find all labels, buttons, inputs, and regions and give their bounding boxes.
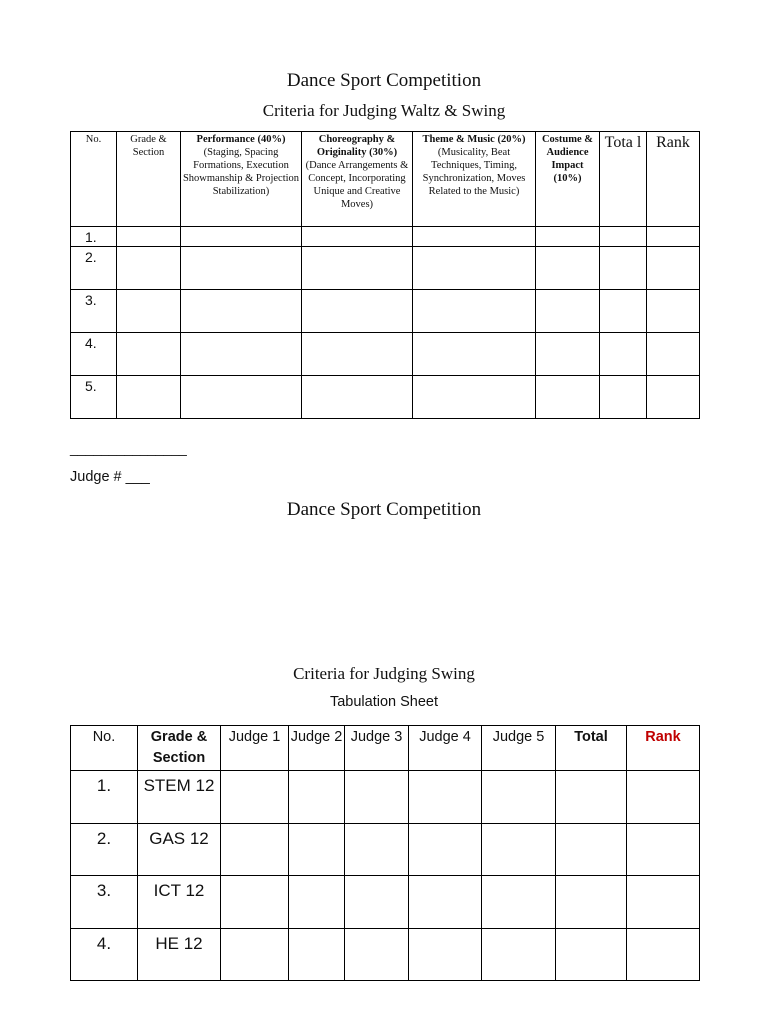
row-number: 3. [71, 876, 138, 929]
header-no: No. [71, 132, 117, 227]
score-cell[interactable] [409, 771, 482, 824]
criteria-subtitle-2: Criteria for Judging Swing [293, 664, 475, 683]
table-row [71, 333, 700, 376]
row-number: 4. [71, 333, 117, 376]
cell[interactable] [647, 376, 700, 419]
cell[interactable] [302, 333, 413, 376]
cell[interactable] [600, 290, 647, 333]
score-cell[interactable] [482, 824, 556, 876]
header-judge-2: Judge 2 [289, 726, 345, 771]
score-cell[interactable] [221, 876, 289, 929]
header-choreography [302, 132, 413, 227]
cell[interactable] [413, 376, 536, 419]
signature-line: _______________ [70, 440, 187, 456]
table-row [71, 929, 700, 981]
performance-desc: (Staging, Spacing Formations, Execution Showmanship & Projection Stabilization) [182, 147, 300, 197]
header-judge-3: Judge 3 [345, 726, 409, 771]
score-cell[interactable] [289, 929, 345, 981]
table-row [71, 247, 700, 290]
cell[interactable] [600, 376, 647, 419]
tabulation-header-row [71, 726, 700, 771]
cell[interactable] [536, 227, 600, 247]
choreography-title: Choreography & Originality (30%) [316, 134, 398, 158]
criteria-table [70, 131, 700, 419]
cell[interactable] [647, 227, 700, 247]
score-cell[interactable] [345, 824, 409, 876]
criteria-header-row [71, 132, 700, 227]
score-cell[interactable] [289, 876, 345, 929]
header-costume [536, 132, 600, 227]
total-cell[interactable] [556, 929, 627, 981]
cell[interactable] [181, 290, 302, 333]
cell[interactable] [647, 290, 700, 333]
cell[interactable] [536, 333, 600, 376]
header-grade-section: Grade & Section [117, 132, 181, 227]
header-rank: Rank [647, 132, 700, 227]
cell[interactable] [181, 376, 302, 419]
row-number: 2. [71, 247, 117, 290]
page-title-1: Dance Sport Competition [286, 70, 482, 91]
row-section: ICT 12 [138, 876, 221, 929]
score-cell[interactable] [289, 824, 345, 876]
row-number: 5. [71, 376, 117, 419]
criteria-subtitle-1: Criteria for Judging Waltz & Swing [262, 101, 506, 120]
row-number: 1. [71, 227, 117, 247]
score-cell[interactable] [409, 876, 482, 929]
score-cell[interactable] [221, 824, 289, 876]
score-cell[interactable] [482, 929, 556, 981]
header-total: Tota l [600, 132, 647, 227]
row-section: STEM 12 [138, 771, 221, 824]
cell[interactable] [302, 247, 413, 290]
cell[interactable] [302, 227, 413, 247]
tabulation-sheet-label: Tabulation Sheet [329, 694, 439, 710]
choreography-desc: (Dance Arrangements & Concept, Incorporating Unique and Creative Moves) [305, 160, 409, 210]
cell[interactable] [413, 247, 536, 290]
header-judge-1: Judge 1 [221, 726, 289, 771]
tabulation-table [70, 725, 700, 981]
cell[interactable] [117, 227, 181, 247]
cell[interactable] [647, 247, 700, 290]
header-theme-music [413, 132, 536, 227]
cell[interactable] [117, 333, 181, 376]
theme-title: Theme & Music (20%) [422, 134, 526, 145]
cell[interactable] [181, 333, 302, 376]
score-cell[interactable] [221, 929, 289, 981]
score-cell[interactable] [482, 771, 556, 824]
row-number: 3. [71, 290, 117, 333]
cell[interactable] [600, 333, 647, 376]
table-row [71, 227, 700, 247]
score-cell[interactable] [345, 929, 409, 981]
total-cell[interactable] [556, 876, 627, 929]
row-number: 4. [71, 929, 138, 981]
rank-cell[interactable] [627, 824, 700, 876]
cell[interactable] [536, 290, 600, 333]
score-cell[interactable] [482, 876, 556, 929]
cell[interactable] [413, 333, 536, 376]
cell[interactable] [536, 247, 600, 290]
header-judge-4: Judge 4 [409, 726, 482, 771]
header-performance [181, 132, 302, 227]
score-cell[interactable] [409, 929, 482, 981]
rank-cell[interactable] [627, 929, 700, 981]
page-title-2: Dance Sport Competition [286, 499, 482, 520]
cell[interactable] [536, 376, 600, 419]
cell[interactable] [413, 290, 536, 333]
row-section: GAS 12 [138, 824, 221, 876]
cell[interactable] [117, 290, 181, 333]
table-row [71, 376, 700, 419]
costume-title: Costume & Audience Impact (10%) [541, 134, 594, 184]
row-section: HE 12 [138, 929, 221, 981]
header-judge-5: Judge 5 [482, 726, 556, 771]
score-cell[interactable] [221, 771, 289, 824]
cell[interactable] [302, 290, 413, 333]
total-cell[interactable] [556, 824, 627, 876]
table-row [71, 290, 700, 333]
row-number: 1. [71, 771, 138, 824]
score-cell[interactable] [289, 771, 345, 824]
cell[interactable] [181, 227, 302, 247]
judge-number-label: Judge # ___ [70, 469, 150, 485]
score-cell[interactable] [345, 771, 409, 824]
cell[interactable] [302, 376, 413, 419]
cell[interactable] [117, 376, 181, 419]
score-cell[interactable] [409, 824, 482, 876]
header-total: Total [556, 726, 627, 771]
rank-cell[interactable] [627, 876, 700, 929]
cell[interactable] [413, 227, 536, 247]
cell[interactable] [647, 333, 700, 376]
cell[interactable] [600, 227, 647, 247]
table-row [71, 824, 700, 876]
table-row [71, 876, 700, 929]
table-row [71, 771, 700, 824]
score-cell[interactable] [345, 876, 409, 929]
total-cell[interactable] [556, 771, 627, 824]
theme-desc: (Musicality, Beat Techniques, Timing, Synchronization, Moves Related to the Music) [422, 147, 526, 197]
cell[interactable] [181, 247, 302, 290]
row-number: 2. [71, 824, 138, 876]
header-grade-section: Grade & Section [138, 726, 221, 771]
cell[interactable] [117, 247, 181, 290]
rank-cell[interactable] [627, 771, 700, 824]
cell[interactable] [600, 247, 647, 290]
header-no: No. [71, 726, 138, 771]
performance-title: Performance (40%) [196, 134, 286, 145]
header-rank: Rank [627, 726, 700, 771]
